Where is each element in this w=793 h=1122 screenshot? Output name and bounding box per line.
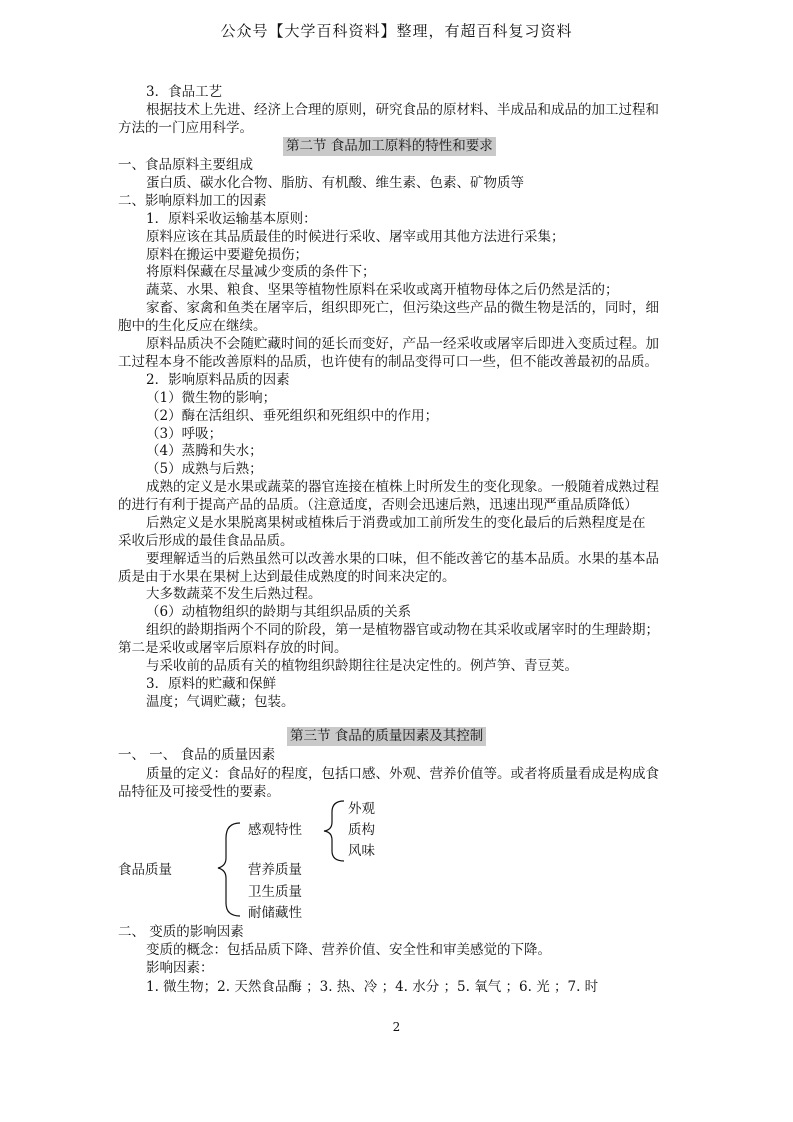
subsection-title: 2．影响原料品质的因素 [146, 372, 290, 388]
heading-line: 二、影响原料加工的因素 [118, 193, 267, 209]
paragraph-line: 温度；气调贮藏；包装。 [146, 694, 295, 710]
paragraph-line: 与采收前的品质有关的植物组织龄期往往是决定性的。例芦笋、青豆荚。 [146, 658, 578, 674]
list-item: （6）动植物组织的龄期与其组织品质的关系 [146, 604, 412, 620]
paragraph-line: 成熟的定义是水果或蔬菜的器官连接在植株上时所发生的变化现象。一般随着成熟过程 [146, 479, 659, 495]
section-2-title: 第二节 食品加工原料的特性和要求 [283, 137, 496, 156]
paragraph-line: 原料品质决不会随贮藏时间的延长而变好，产品一经采收或屠宰后即进入变质过程。加 [146, 336, 659, 352]
paragraph-line: 将原料保藏在尽量减少变质的条件下； [146, 264, 376, 280]
paragraph-line: 影响因素： [146, 960, 214, 976]
diagram-root-label: 食品质量 [118, 862, 172, 878]
paragraph-line: 1. 微生物；2. 天然食品酶 ；3. 热、冷 ；4. 水分 ；5. 氧气 ；6. 光 ；7. 时 [146, 979, 599, 995]
paragraph-line: 采收后形成的最佳食品品质。 [118, 533, 294, 549]
diagram-quality-item: 营养质量 [248, 862, 302, 878]
diagram-sensory-item: 质构 [348, 822, 375, 838]
paragraph-line: 蔬菜、水果、粮食、坚果等植物性原料在采收或离开植物母体之后仍然是活的； [146, 282, 619, 298]
section-3-title: 第三节 食品的质量因素及其控制 [287, 727, 486, 746]
paragraph-line: 工过程本身不能改善原料的品质，也许使有的制品变得可口一些，但不能改善最初的品质。 [118, 354, 658, 370]
heading-line: 二、 变质的影响因素 [118, 924, 244, 940]
heading-line: 一、食品原料主要组成 [118, 157, 253, 173]
list-item: （1）微生物的影响； [146, 390, 277, 406]
paragraph-line: 变质的概念：包括品质下降、营养价值、安全性和审美感觉的下降。 [146, 942, 551, 958]
paragraph-line: 后熟定义是水果脱离果树或植株后于消费或加工前所发生的变化最后的后熟程度是在 [146, 515, 646, 531]
paragraph-line: 要理解适当的后熟虽然可以改善水果的口味，但不能改善它的基本品质。水果的基本品 [146, 551, 659, 567]
diagram-sensory-label: 感观特性 [248, 822, 302, 838]
diagram-quality-item: 耐储藏性 [248, 905, 302, 921]
subsection-title: 1．原料采收运输基本原则： [146, 211, 317, 227]
heading-line: 一、 一、 食品的质量因素 [118, 747, 276, 763]
paragraph-line: 大多数蔬菜不发生后熟过程。 [146, 586, 322, 602]
list-item: （3）呼吸； [146, 426, 223, 442]
paragraph-line: 的进行有利于提高产品的品质。（注意适度，否则会迅速后熟，迅速出现严重品质降低） [118, 497, 638, 513]
paragraph-line: 根据技术上先进、经济上合理的原则，研究食品的原材料、半成品和成品的加工过程和 [146, 102, 659, 118]
page-header: 公众号【大学百科资料】整理，有超百科复习资料 [220, 22, 573, 40]
diagram-sensory-item: 风味 [348, 843, 375, 859]
diagram-sensory-item: 外观 [348, 801, 375, 817]
page-number: 2 [392, 1020, 401, 1034]
paragraph-line: 原料在搬运中要避免损伤； [146, 247, 308, 263]
paragraph-line: 蛋白质、碳水化合物、脂肪、有机酸、维生素、色素、矿物质等 [146, 175, 524, 191]
list-item: （5）成熟与后熟； [146, 461, 263, 477]
list-item: （2）酶在活组织、垂死组织和死组织中的作用； [146, 408, 439, 424]
subsection-title: 3．原料的贮藏和保鲜 [146, 676, 277, 692]
paragraph-line: 组织的龄期指两个不同的阶段，第一是植物器官或动物在其采收或屠宰时的生理龄期； [146, 622, 659, 638]
list-item: （4）蒸腾和失水； [146, 443, 263, 459]
paragraph-line: 原料应该在其品质最佳的时候进行采收、屠宰或用其他方法进行采集； [146, 229, 565, 245]
paragraph-line: 胞中的生化反应在继续。 [118, 318, 267, 334]
paragraph-line: 家畜、家禽和鱼类在屠宰后，组织即死亡，但污染这些产品的微生物是活的，同时，细 [146, 300, 659, 316]
paragraph-line: 方法的一门应用科学。 [118, 120, 253, 136]
paragraph-line: 质量的定义：食品好的程度，包括口感、外观、营养价值等。或者将质量看成是构成食 [146, 766, 659, 782]
diagram-quality-item: 卫生质量 [248, 884, 302, 900]
paragraph-line: 质是由于水果在果树上达到最佳成熟度的时间来决定的。 [118, 569, 456, 585]
subsection-title: 3．食品工艺 [146, 84, 223, 100]
paragraph-line: 品特征及可接受性的要素。 [118, 784, 280, 800]
paragraph-line: 第二是采收或屠宰后原料存放的时间。 [118, 640, 348, 656]
